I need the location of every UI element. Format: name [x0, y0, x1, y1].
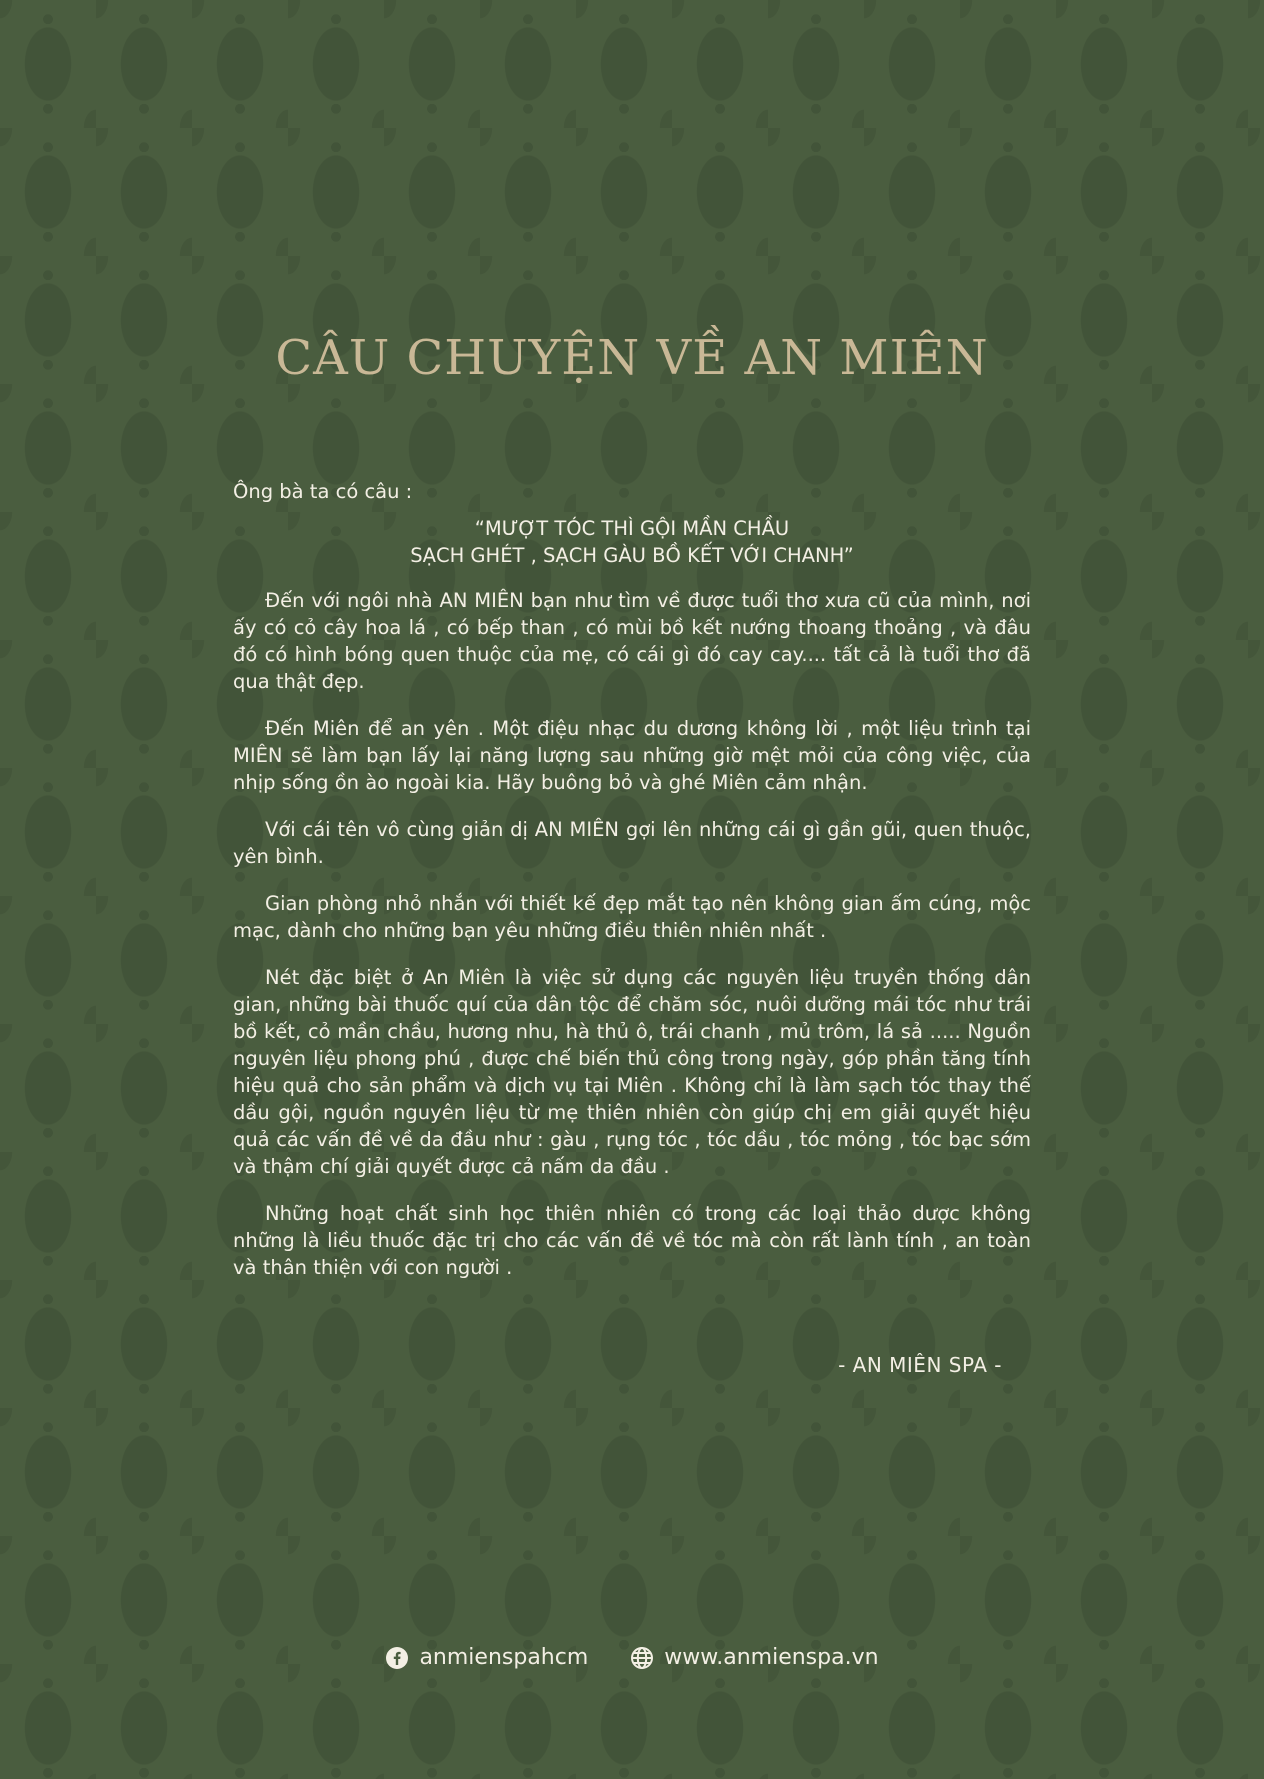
facebook-icon: [385, 1646, 409, 1670]
intro-line: Ông bà ta có câu :: [233, 480, 413, 503]
paragraph-peace: Đến Miên để an yên . Một điệu nhạc du dương không lời , một liệu trình tại MIÊN sẽ làm bạn lấy lại năng lượng sau những giờ mệt mỏi của công việc, của nhịp sống ồn ào ngoài kia. Hãy buông bỏ và ghé Miên cảm nhận.: [233, 717, 1031, 794]
paragraph-childhood: Đến với ngôi nhà AN MIÊN bạn như tìm về được tuổi thơ xưa cũ của mình, nơi ấy có cỏ cây hoa lá , có bếp than , có mùi bồ kết nướng thoang thoảng , và đâu đó có hình bóng quen thuộc của mẹ, có cái gì đó cay cay.... tất cả là tuổi thơ đã qua thật đẹp.: [233, 589, 1031, 693]
story-body: [233, 478, 1031, 1301]
globe-icon: [630, 1646, 654, 1670]
page-title: CÂU CHUYỆN VỀ AN MIÊN: [275, 330, 989, 386]
proverb-quote: [233, 515, 1031, 569]
quote-line-1: “MƯỢT TÓC THÌ GỘI MẦN CHẦU: [474, 517, 790, 540]
paragraph-ingredients: Nét đặc biệt ở An Miên là việc sử dụng các nguyên liệu truyền thống dân gian, những bài thuốc quí của dân tộc để chăm sóc, nuôi dưỡng mái tóc như trái bồ kết, cỏ mần chầu, hương nhu, hà thủ ô, trái chanh , mủ trôm, lá sả ..... Nguồn nguyên liệu phong phú , được chế biến thủ công trong ngày, góp phần tăng tính hiệu quả cho sản phẩm và dịch vụ tại Miên . Không chỉ là làm sạch tóc thay thế dầu gội, nguồn nguyên liệu từ mẹ thiên nhiên còn giúp chị em giải quyết hiệu quả các vấn đề về da đầu như : gàu , rụng tóc , tóc dầu , tóc mỏng , tóc bạc sớm và thậm chí giải quyết được cả nấm da đầu .: [233, 966, 1031, 1178]
paragraph-room: Gian phòng nhỏ nhắn với thiết kế đẹp mắt tạo nên không gian ấm cúng, mộc mạc, dành cho những bạn yêu những điều thiên nhiên nhất .: [233, 892, 1031, 942]
footer-contacts: [0, 1645, 1264, 1670]
facebook-link[interactable]: [385, 1645, 588, 1670]
paragraph-name: Với cái tên vô cùng giản dị AN MIÊN gợi lên những cái gì gần gũi, quen thuộc, yên bình.: [233, 818, 1031, 868]
facebook-handle: anmienspahcm: [419, 1645, 589, 1670]
paragraph-herbs: Những hoạt chất sinh học thiên nhiên có trong các loại thảo dược không những là liều thuốc đặc trị cho các vấn đề về tóc mà còn rất lành tính , an toàn và thân thiện với con người .: [233, 1202, 1031, 1279]
website-link[interactable]: [630, 1645, 878, 1670]
website-url: www.anmienspa.vn: [664, 1645, 879, 1670]
quote-line-2: SẠCH GHÉT , SẠCH GÀU BỒ KẾT VỚI CHANH”: [410, 544, 854, 567]
signature: - AN MIÊN SPA -: [838, 1353, 1002, 1377]
